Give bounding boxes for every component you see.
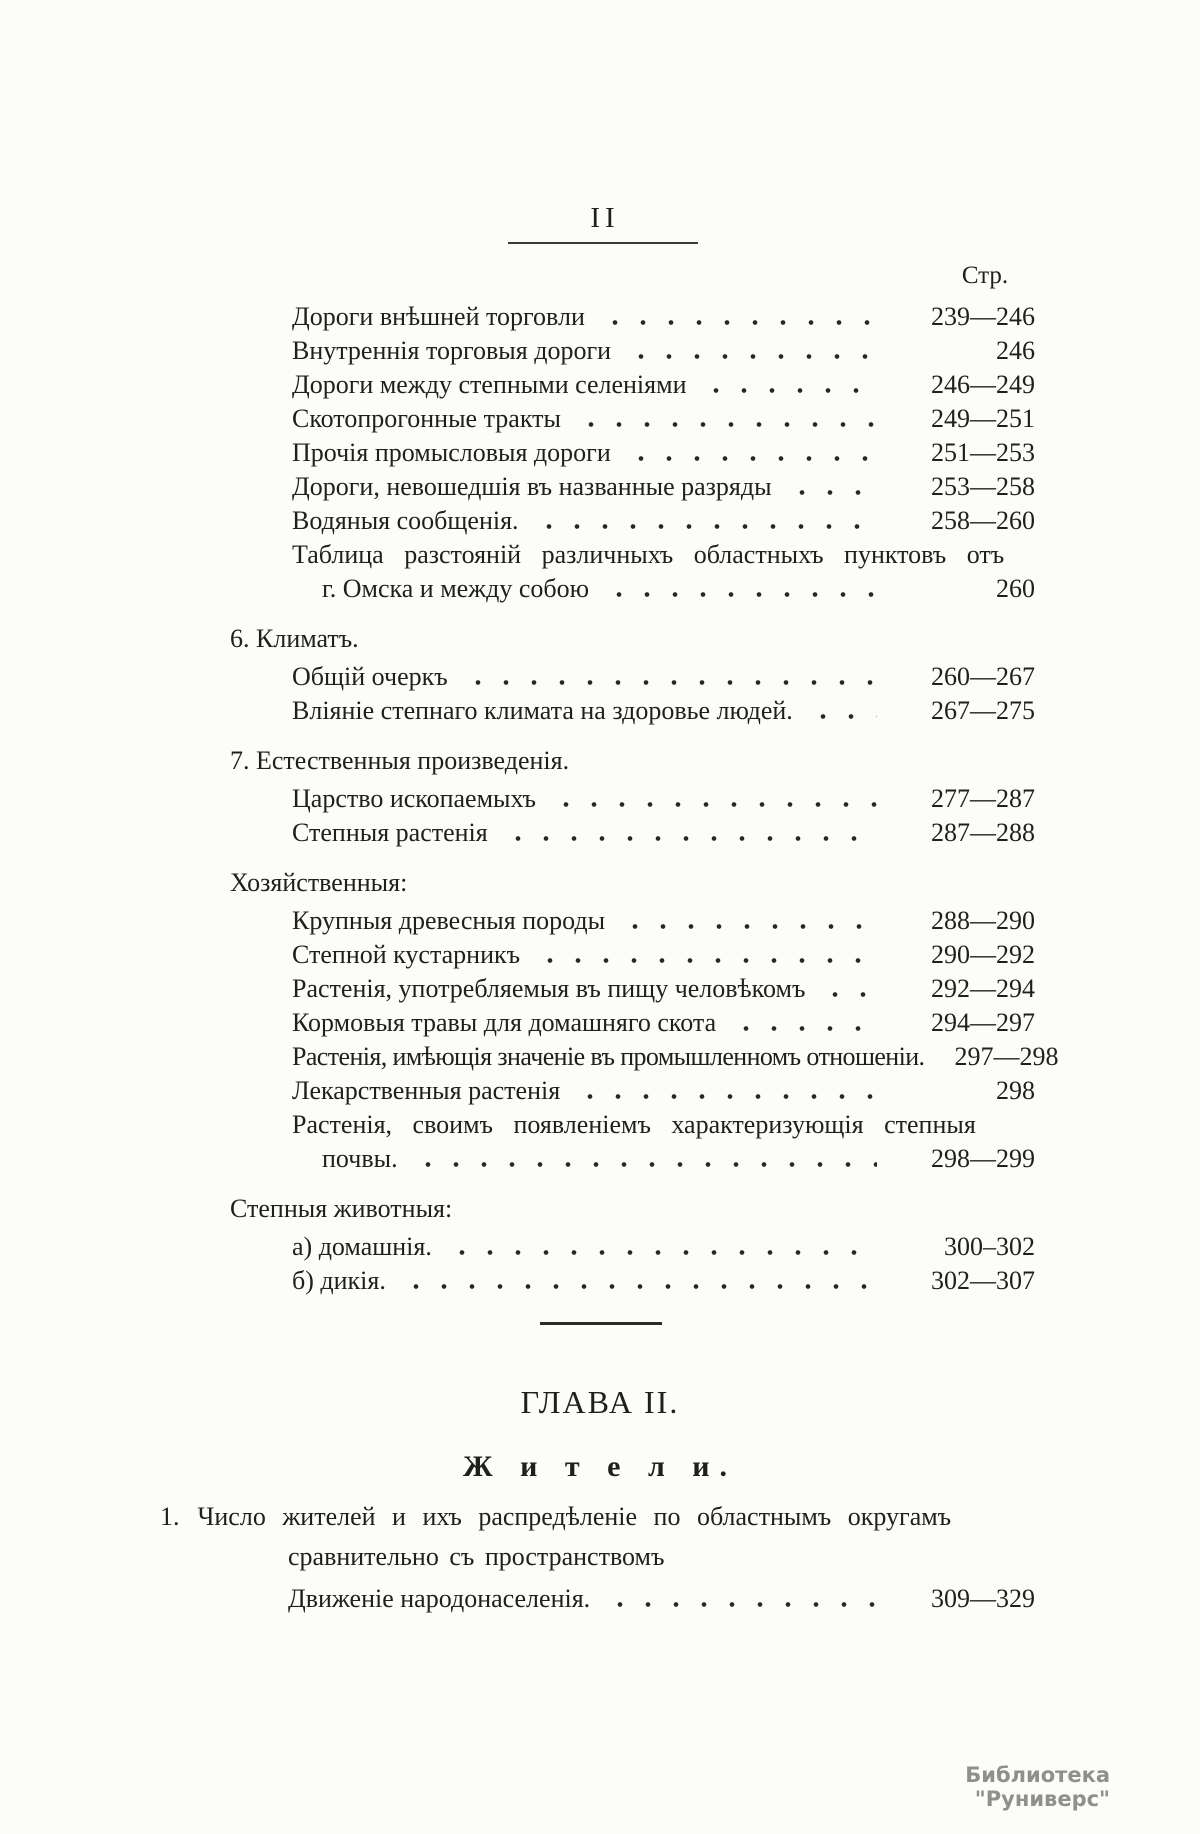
toc-leader-dots xyxy=(817,990,877,999)
chapter-item-continuation: сравнительно съ пространствомъ xyxy=(288,1542,665,1571)
toc-entry-pages: 253—258 xyxy=(931,472,1035,501)
toc-leader-dots xyxy=(464,1210,877,1219)
toc-entry-label: Степныя животныя: xyxy=(230,1194,453,1223)
toc-row xyxy=(230,334,1035,368)
toc-entry-pages: 251—253 xyxy=(931,438,1035,467)
toc-entry-label: Таблица разстояній различныхъ областныхъ пунктовъ отъ xyxy=(292,540,1005,569)
toc-entry-label: б) дикія. xyxy=(292,1266,386,1295)
toc-entry-label: 6. Климатъ. xyxy=(230,624,359,653)
toc-leader-dots xyxy=(581,762,877,771)
toc-row xyxy=(230,1142,1035,1176)
chapter-entry-label: Движеніе народонаселенія. xyxy=(288,1584,591,1613)
toc-row xyxy=(230,368,1035,402)
toc-leader-dots xyxy=(531,522,877,531)
toc-entry-label: 7. Естественныя произведенія. xyxy=(230,746,570,775)
toc-row xyxy=(230,816,1035,850)
toc-entry-label: Внутреннія торговыя дороги xyxy=(292,336,612,365)
toc-leader-dots xyxy=(573,420,877,429)
page-column-header: Стр. xyxy=(961,262,1009,289)
toc-entry-label: Дороги внѣшней торговли xyxy=(292,302,585,331)
toc-entry-label: а) домашнія. xyxy=(292,1232,432,1261)
toc-entry-label: Растенія, своимъ появленіемъ характеризующія степныя xyxy=(292,1110,976,1139)
section-divider xyxy=(540,1322,662,1325)
toc-leader-dots xyxy=(444,1248,877,1257)
chapter-title: ГЛАВА II. xyxy=(520,1384,680,1420)
toc-entry-label: Растенія, имѣющія значеніе въ промышленномъ отношеніи. xyxy=(292,1042,925,1071)
toc-leader-dots xyxy=(419,884,877,893)
toc-entry-pages: 246 xyxy=(996,336,1035,365)
toc-leader-dots xyxy=(728,1024,877,1033)
toc-row xyxy=(230,1108,1035,1142)
header-rule xyxy=(508,242,698,244)
toc-entry-pages: 258—260 xyxy=(931,506,1035,535)
toc-leader-dots xyxy=(617,922,877,931)
toc-leader-dots xyxy=(532,956,877,965)
toc-entry-pages: 246—249 xyxy=(931,370,1035,399)
toc-row xyxy=(230,866,1035,900)
toc-entry-label: Хозяйственныя: xyxy=(230,868,408,897)
toc-entry-pages: 267—275 xyxy=(931,696,1035,725)
toc-entry-pages: 277—287 xyxy=(931,784,1035,813)
toc-entry-label: Степной кустарникъ xyxy=(292,940,521,969)
chapter-entry-leader-dots xyxy=(602,1600,877,1609)
toc-row xyxy=(230,904,1035,938)
toc-row xyxy=(230,694,1035,728)
toc-entry-pages: 260 xyxy=(996,574,1035,603)
toc-leader-dots xyxy=(784,488,877,497)
toc-entry-pages: 288—290 xyxy=(931,906,1035,935)
toc-row xyxy=(230,660,1035,694)
chapter-item xyxy=(160,1502,952,1532)
toc-entry-label: Общій очеркъ xyxy=(292,662,448,691)
toc-leader-dots xyxy=(623,454,877,463)
toc-leader-dots xyxy=(398,1282,877,1291)
toc-row xyxy=(230,622,1035,656)
toc-row xyxy=(230,744,1035,778)
toc-leader-dots xyxy=(1016,556,1026,565)
chapter-entry-row xyxy=(288,1582,1035,1616)
toc-row xyxy=(230,300,1035,334)
chapter-subtitle: Ж и т е л и. xyxy=(462,1450,738,1483)
toc-entry-pages: 298—299 xyxy=(931,1144,1035,1173)
toc-row xyxy=(230,572,1035,606)
toc-leader-dots xyxy=(460,678,877,687)
chapter-item-number: 1. xyxy=(160,1502,180,1531)
toc-row xyxy=(230,938,1035,972)
toc-entry-label: почвы. xyxy=(322,1144,398,1173)
toc-entry-pages: 239—246 xyxy=(931,302,1035,331)
toc-entry-label: Дороги, невошедшія въ названные разряды xyxy=(292,472,772,501)
toc-leader-dots xyxy=(623,352,877,361)
toc-entry-label: Крупныя древесныя породы xyxy=(292,906,606,935)
toc-entry-pages: 290—292 xyxy=(931,940,1035,969)
toc-entry-pages: 297—298 xyxy=(954,1042,1059,1071)
toc-row xyxy=(230,470,1035,504)
toc-entry-pages: 287—288 xyxy=(931,818,1035,847)
chapter-entry-pages: 309—329 xyxy=(931,1584,1035,1613)
toc-leader-dots xyxy=(500,834,877,843)
watermark: Библиотека "Руниверс" xyxy=(965,1763,1110,1811)
toc-list xyxy=(230,300,1059,1298)
toc-row xyxy=(230,538,1035,572)
toc-entry-pages: 294—297 xyxy=(931,1008,1035,1037)
toc-entry-pages: 298 xyxy=(996,1076,1035,1105)
toc-entry-label: Скотопрогонные тракты xyxy=(292,404,561,433)
toc-leader-dots xyxy=(572,1092,877,1101)
toc-leader-dots xyxy=(936,1058,946,1067)
toc-row xyxy=(230,1006,1035,1040)
toc-entry-label: г. Омска и между собою xyxy=(322,574,590,603)
toc-row xyxy=(230,436,1035,470)
toc-row xyxy=(230,1074,1035,1108)
toc-leader-dots xyxy=(548,800,877,809)
toc-entry-pages: 260—267 xyxy=(931,662,1035,691)
toc-entry-label: Водяныя сообщенія. xyxy=(292,506,519,535)
toc-row xyxy=(230,1264,1035,1298)
toc-entry-label: Вліяніе степнаго климата на здоровье людей. xyxy=(292,696,793,725)
toc-row xyxy=(230,402,1035,436)
toc-row xyxy=(230,504,1035,538)
toc-row xyxy=(230,782,1035,816)
toc-entry-pages: 249—251 xyxy=(931,404,1035,433)
chapter-item-text: Число жителей и ихъ распредѣленіе по областнымъ округамъ xyxy=(197,1502,952,1531)
toc-entry-label: Прочія промысловыя дороги xyxy=(292,438,611,467)
toc-entry-label: Дороги между степными селеніями xyxy=(292,370,687,399)
page-number-heading: II xyxy=(590,202,620,234)
toc-entry-label: Лекарственныя растенія xyxy=(292,1076,561,1105)
toc-leader-dots xyxy=(988,1126,998,1135)
toc-row xyxy=(230,1192,1035,1226)
toc-entry-label: Царство ископаемыхъ xyxy=(292,784,536,813)
toc-entry-label: Степныя растенія xyxy=(292,818,488,847)
toc-row xyxy=(230,1040,1059,1074)
toc-entry-pages: 300–302 xyxy=(944,1232,1035,1261)
toc-leader-dots xyxy=(601,590,877,599)
toc-row xyxy=(230,972,1035,1006)
toc-entry-label: Кормовыя травы для домашняго скота xyxy=(292,1008,717,1037)
toc-leader-dots xyxy=(805,712,877,721)
toc-leader-dots xyxy=(410,1160,877,1169)
toc-leader-dots xyxy=(371,640,877,649)
toc-leader-dots xyxy=(698,386,877,395)
toc-entry-label: Растенія, употребляемыя въ пищу человѣкомъ xyxy=(292,974,806,1003)
toc-entry-pages: 292—294 xyxy=(931,974,1035,1003)
toc-entry-pages: 302—307 xyxy=(931,1266,1035,1295)
toc-leader-dots xyxy=(597,318,877,327)
toc-row xyxy=(230,1230,1035,1264)
